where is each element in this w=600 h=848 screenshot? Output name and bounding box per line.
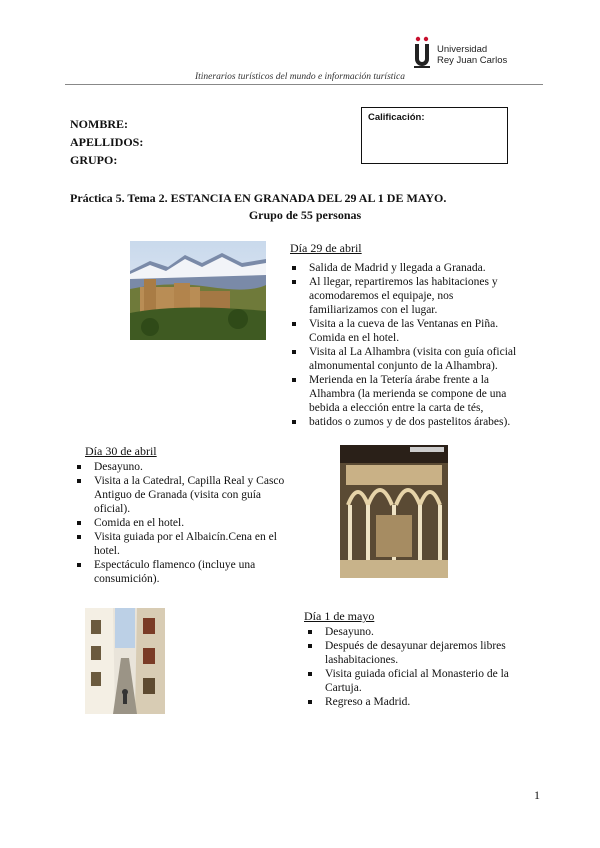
list-item: Visita a la cueva de las Ventanas en Piña. Comida en el hotel. <box>290 317 522 345</box>
day-1-may-section <box>304 609 514 709</box>
list-item: Regreso a Madrid. <box>306 695 514 709</box>
grupo-label: GRUPO: <box>70 153 118 167</box>
list-item: Desayuno. <box>306 625 514 639</box>
list-item: Visita al La Alhambra (visita con guía oficial almonumental conjunto de la Alhambra). <box>290 345 522 373</box>
list-item: Espectáculo flamenco (incluye una consumición). <box>75 558 285 586</box>
apellidos-label: APELLIDOS: <box>70 135 144 149</box>
header-divider <box>65 84 543 85</box>
university-name-line1: Universidad <box>437 44 488 55</box>
day-29-list <box>290 261 522 429</box>
grade-label: Calificación: <box>368 112 425 123</box>
list-item: batidos o zumos y de dos pastelitos árabes). <box>290 415 522 429</box>
university-name-line2: Rey Juan Carlos <box>437 55 508 66</box>
day-30-heading: Día 30 de abril <box>85 444 157 458</box>
list-item: Desayuno. <box>75 460 285 474</box>
course-subtitle: Itinerarios turísticos del mundo e información turística <box>194 72 406 82</box>
group-size: Grupo de 55 personas <box>248 208 362 222</box>
practice-title: Práctica 5. Tema 2. ESTANCIA EN GRANADA DEL 29 AL 1 DE MAYO. <box>70 191 447 205</box>
list-item: Comida en el hotel. <box>75 516 285 530</box>
university-logo-icon <box>413 36 431 70</box>
nombre-label: NOMBRE: <box>70 117 128 131</box>
list-item: Salida de Madrid y llegada a Granada. <box>290 261 522 275</box>
university-name <box>437 44 507 66</box>
day-29-heading: Día 29 de abril <box>290 241 362 255</box>
day-30-list <box>75 460 285 586</box>
list-item: Merienda en la Tetería árabe frente a la Alhambra (la merienda se compone de una bebida a elección entre la carta de tés, <box>290 373 522 415</box>
list-item: Visita a la Catedral, Capilla Real y Casco Antiguo de Granada (visita con guía oficial). <box>75 474 285 516</box>
list-item: Visita guiada oficial al Monasterio de la Cartuja. <box>306 667 514 695</box>
day-1-may-list <box>304 625 514 709</box>
grade-box <box>361 107 508 164</box>
list-item: Después de desayunar dejaremos libres lashabitaciones. <box>306 639 514 667</box>
day-29-section <box>290 241 522 429</box>
list-item: Al llegar, repartiremos las habitaciones y acomodaremos el equipaje, nos familiarizamos con el lugar. <box>290 275 522 317</box>
list-item: Visita guiada por el Albaicín.Cena en el hotel. <box>75 530 285 558</box>
day-30-section <box>75 444 285 586</box>
court-of-lions-photo <box>340 445 448 578</box>
page-number: 1 <box>534 788 540 802</box>
day-1-may-heading: Día 1 de mayo <box>304 609 375 623</box>
albaicin-street-photo <box>85 608 165 714</box>
alhambra-landscape-photo <box>130 241 266 340</box>
